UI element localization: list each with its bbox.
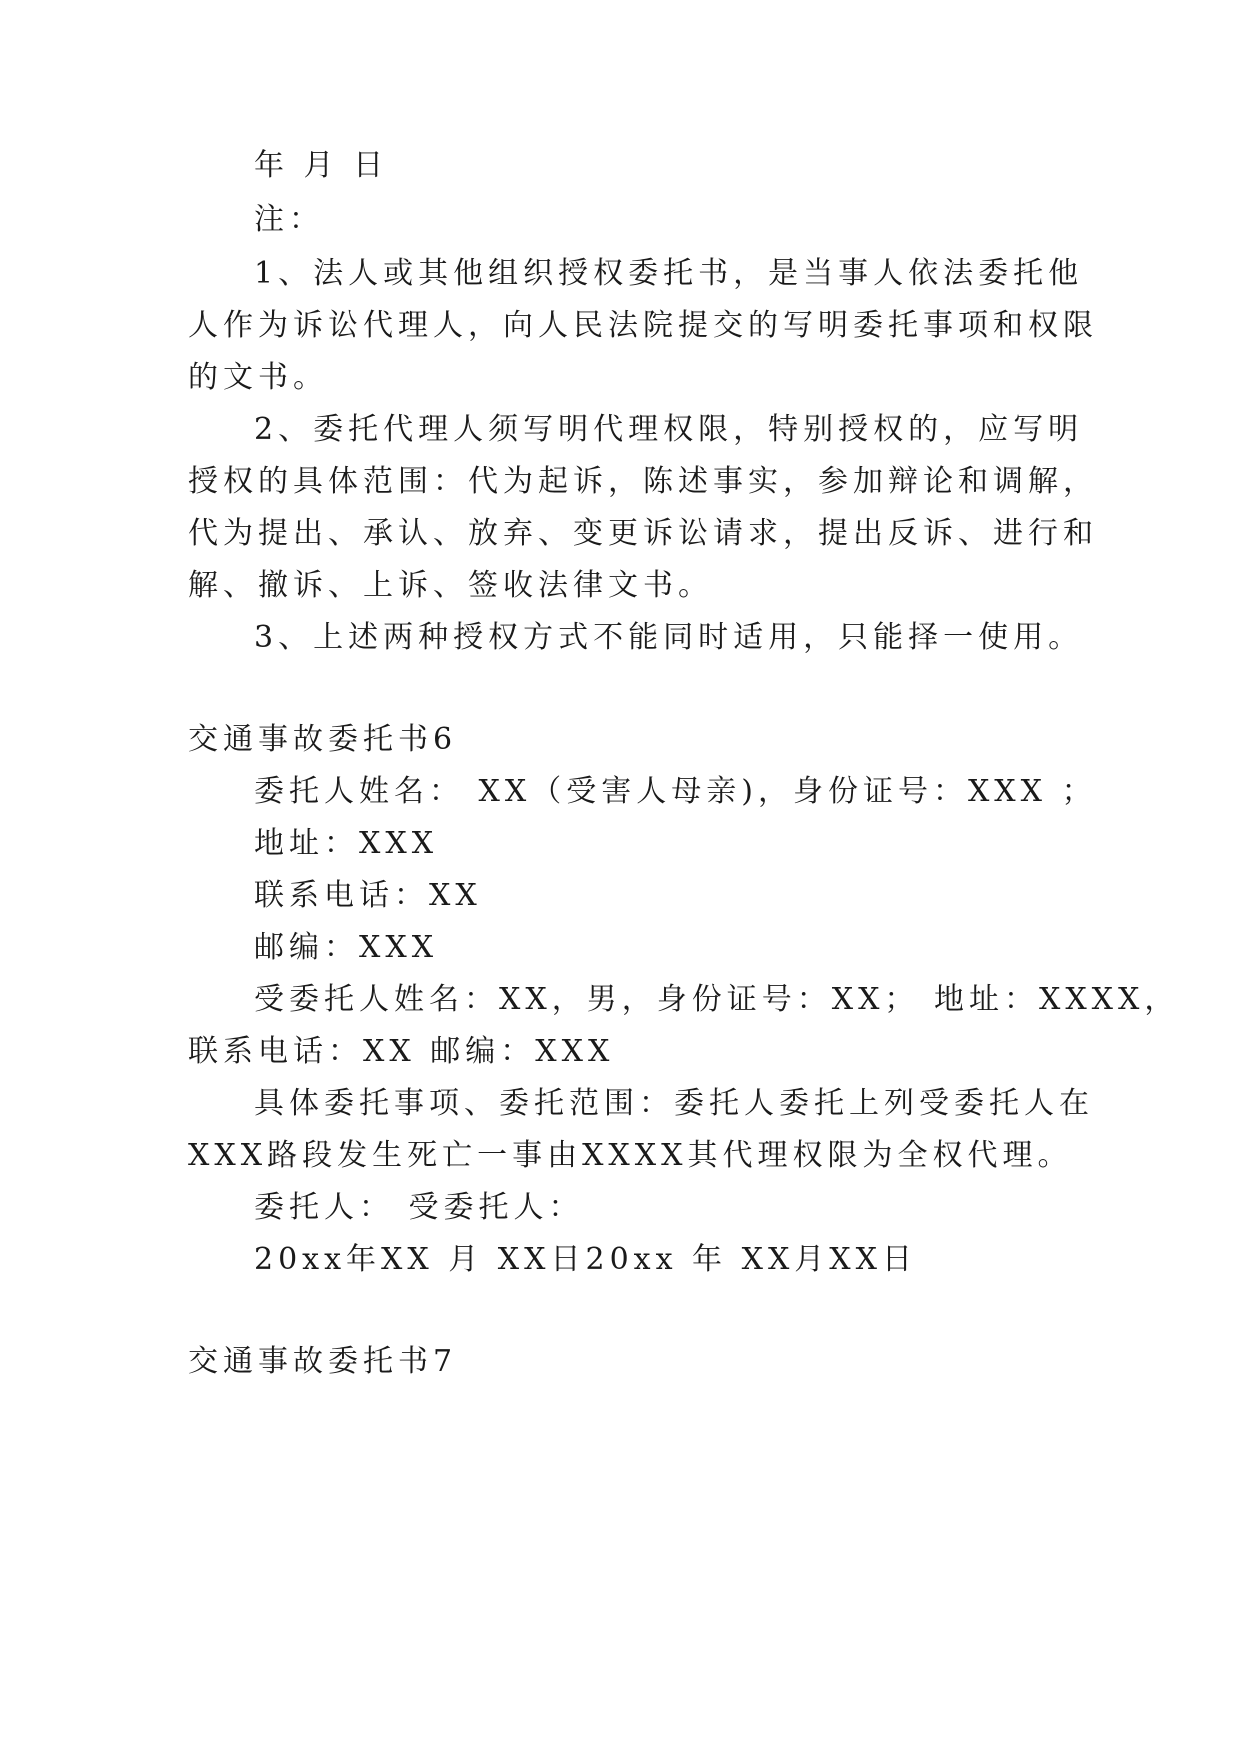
principal-phone-line: 联系电话：XX — [254, 878, 482, 913]
note-2-line-3: 代为提出、承认、放弃、变更诉讼请求，提出反诉、进行和 — [188, 516, 1098, 551]
note-2-line-1: 2、委托代理人须写明代理权限，特别授权的，应写明 — [254, 412, 1084, 447]
note-1-line-1: 1、法人或其他组织授权委托书，是当事人依法委托他 — [254, 256, 1084, 291]
note-1-line-3: 的文书。 — [188, 360, 328, 395]
note-3-line: 3、上述两种授权方式不能同时适用，只能择一使用。 — [254, 620, 1084, 655]
agent-info-line-1: 受委托人姓名：XX，男，身份证号：XX； 地址：XXXX， — [254, 982, 1180, 1017]
scope-line-1: 具体委托事项、委托范围：委托人委托上列受委托人在 — [254, 1086, 1094, 1121]
note-2-line-4: 解、撤诉、上诉、签收法律文书。 — [188, 568, 713, 603]
note-heading: 注： — [254, 202, 324, 237]
signature-labels-line: 委托人： 受委托人： — [254, 1190, 584, 1225]
note-2-line-2: 授权的具体范围：代为起诉，陈述事实，参加辩论和调解， — [188, 464, 1098, 499]
signature-dates-line: 20xx年XX 月 XX日20xx 年 XX月XX日 — [254, 1242, 918, 1277]
date-line: 年 月 日 — [254, 148, 389, 183]
principal-postcode-line: 邮编：XXX — [254, 930, 439, 965]
agent-info-line-2: 联系电话：XX 邮编：XXX — [188, 1034, 615, 1069]
principal-address-line: 地址：XXX — [254, 826, 439, 861]
scope-line-2: XXX路段发生死亡一事由XXXX其代理权限为全权代理。 — [188, 1138, 1073, 1173]
section-title-7: 交通事故委托书7 — [188, 1344, 458, 1379]
principal-name-line: 委托人姓名： XX（受害人母亲)，身份证号：XXX ； — [254, 774, 1097, 809]
section-title-6: 交通事故委托书6 — [188, 722, 458, 757]
note-1-line-2: 人作为诉讼代理人，向人民法院提交的写明委托事项和权限 — [188, 308, 1098, 343]
